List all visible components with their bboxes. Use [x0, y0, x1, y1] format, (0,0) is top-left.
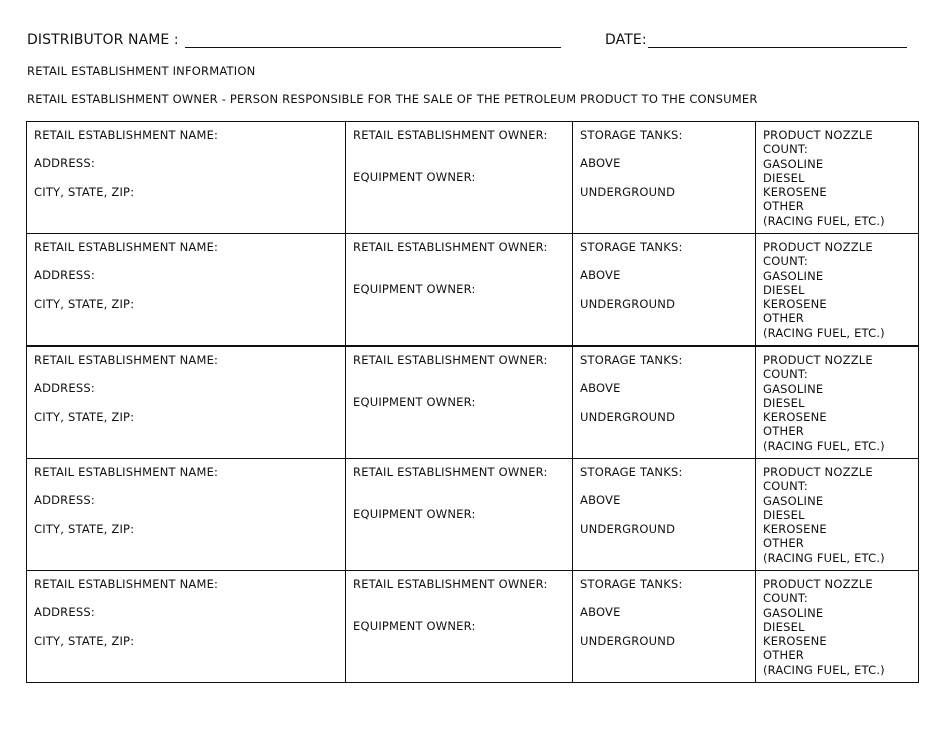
above-label: ABOVE	[580, 156, 621, 171]
count-label: COUNT:	[763, 142, 808, 157]
storage-tanks-cell[interactable]	[573, 122, 756, 234]
address-label: ADDRESS:	[34, 493, 95, 508]
above-label: ABOVE	[580, 605, 621, 620]
other-label: OTHER	[763, 311, 804, 326]
table-row	[27, 459, 919, 571]
table-row	[27, 571, 919, 683]
kerosene-label: KEROSENE	[763, 522, 827, 537]
establishment-owner-label: RETAIL ESTABLISHMENT OWNER:	[353, 128, 548, 142]
establishment-cell[interactable]	[27, 346, 346, 459]
count-label: COUNT:	[763, 479, 808, 494]
distributor-name-field[interactable]	[185, 47, 561, 48]
storage-tanks-cell[interactable]	[573, 459, 756, 571]
table-row	[27, 346, 919, 459]
gasoline-label: GASOLINE	[763, 605, 824, 620]
gasoline-label: GASOLINE	[763, 381, 824, 396]
other-label: OTHER	[763, 536, 804, 551]
equipment-owner-label: EQUIPMENT OWNER:	[353, 395, 476, 410]
owner-cell[interactable]	[346, 459, 573, 571]
nozzle-count-cell[interactable]	[756, 234, 919, 347]
establishment-cell[interactable]	[27, 571, 346, 683]
city-state-zip-label: CITY, STATE, ZIP:	[34, 521, 135, 536]
address-label: ADDRESS:	[34, 605, 95, 620]
table-row	[27, 234, 919, 347]
establishment-cell[interactable]	[27, 459, 346, 571]
diesel-label: DIESEL	[763, 170, 805, 185]
owner-note: RETAIL ESTABLISHMENT OWNER - PERSON RESPONSIBLE FOR THE SALE OF THE PETROLEUM PRODUCT TO THE CONSUMER	[27, 92, 758, 106]
diesel-label: DIESEL	[763, 619, 805, 634]
product-nozzle-label: PRODUCT NOZZLE	[763, 465, 873, 479]
address-label: ADDRESS:	[34, 381, 95, 396]
underground-label: UNDERGROUND	[580, 521, 676, 536]
underground-label: UNDERGROUND	[580, 296, 676, 311]
diesel-label: DIESEL	[763, 282, 805, 297]
establishment-name-label: RETAIL ESTABLISHMENT NAME:	[34, 465, 219, 479]
gasoline-label: GASOLINE	[763, 493, 824, 508]
storage-tanks-label: STORAGE TANKS:	[580, 128, 683, 142]
count-label: COUNT:	[763, 254, 808, 269]
other-label: OTHER	[763, 424, 804, 439]
racing-fuel-label: (RACING FUEL, ETC.)	[763, 438, 885, 453]
establishment-cell[interactable]	[27, 122, 346, 234]
establishment-owner-label: RETAIL ESTABLISHMENT OWNER:	[353, 353, 548, 367]
storage-tanks-cell[interactable]	[573, 234, 756, 347]
above-label: ABOVE	[580, 268, 621, 283]
establishment-owner-label: RETAIL ESTABLISHMENT OWNER:	[353, 577, 548, 591]
product-nozzle-label: PRODUCT NOZZLE	[763, 240, 873, 254]
racing-fuel-label: (RACING FUEL, ETC.)	[763, 662, 885, 677]
count-label: COUNT:	[763, 591, 808, 606]
storage-tanks-cell[interactable]	[573, 346, 756, 459]
gasoline-label: GASOLINE	[763, 268, 824, 283]
nozzle-count-cell[interactable]	[756, 122, 919, 234]
equipment-owner-label: EQUIPMENT OWNER:	[353, 619, 476, 634]
section-title: RETAIL ESTABLISHMENT INFORMATION	[27, 64, 256, 78]
address-label: ADDRESS:	[34, 268, 95, 283]
city-state-zip-label: CITY, STATE, ZIP:	[34, 184, 135, 199]
establishment-name-label: RETAIL ESTABLISHMENT NAME:	[34, 240, 219, 254]
kerosene-label: KEROSENE	[763, 185, 827, 200]
distributor-name-label: DISTRIBUTOR NAME :	[27, 32, 179, 48]
date-label: DATE:	[605, 32, 647, 48]
count-label: COUNT:	[763, 367, 808, 382]
diesel-label: DIESEL	[763, 507, 805, 522]
establishment-owner-label: RETAIL ESTABLISHMENT OWNER:	[353, 240, 548, 254]
nozzle-count-cell[interactable]	[756, 571, 919, 683]
date-field[interactable]	[648, 47, 907, 48]
kerosene-label: KEROSENE	[763, 410, 827, 425]
equipment-owner-label: EQUIPMENT OWNER:	[353, 170, 476, 185]
city-state-zip-label: CITY, STATE, ZIP:	[34, 409, 135, 424]
above-label: ABOVE	[580, 381, 621, 396]
equipment-owner-label: EQUIPMENT OWNER:	[353, 507, 476, 522]
underground-label: UNDERGROUND	[580, 409, 676, 424]
other-label: OTHER	[763, 199, 804, 214]
kerosene-label: KEROSENE	[763, 297, 827, 312]
city-state-zip-label: CITY, STATE, ZIP:	[34, 633, 135, 648]
establishment-name-label: RETAIL ESTABLISHMENT NAME:	[34, 577, 219, 591]
storage-tanks-label: STORAGE TANKS:	[580, 240, 683, 254]
underground-label: UNDERGROUND	[580, 633, 676, 648]
owner-cell[interactable]	[346, 122, 573, 234]
establishment-cell[interactable]	[27, 234, 346, 347]
table-row	[27, 122, 919, 234]
storage-tanks-cell[interactable]	[573, 571, 756, 683]
underground-label: UNDERGROUND	[580, 184, 676, 199]
storage-tanks-label: STORAGE TANKS:	[580, 465, 683, 479]
equipment-owner-label: EQUIPMENT OWNER:	[353, 282, 476, 297]
racing-fuel-label: (RACING FUEL, ETC.)	[763, 213, 885, 228]
product-nozzle-label: PRODUCT NOZZLE	[763, 577, 873, 591]
gasoline-label: GASOLINE	[763, 156, 824, 171]
establishment-name-label: RETAIL ESTABLISHMENT NAME:	[34, 353, 219, 367]
diesel-label: DIESEL	[763, 395, 805, 410]
owner-cell[interactable]	[346, 234, 573, 347]
address-label: ADDRESS:	[34, 156, 95, 171]
racing-fuel-label: (RACING FUEL, ETC.)	[763, 325, 885, 340]
owner-cell[interactable]	[346, 346, 573, 459]
establishment-owner-label: RETAIL ESTABLISHMENT OWNER:	[353, 465, 548, 479]
nozzle-count-cell[interactable]	[756, 346, 919, 459]
city-state-zip-label: CITY, STATE, ZIP:	[34, 296, 135, 311]
product-nozzle-label: PRODUCT NOZZLE	[763, 353, 873, 367]
kerosene-label: KEROSENE	[763, 634, 827, 649]
establishment-name-label: RETAIL ESTABLISHMENT NAME:	[34, 128, 219, 142]
racing-fuel-label: (RACING FUEL, ETC.)	[763, 550, 885, 565]
storage-tanks-label: STORAGE TANKS:	[580, 577, 683, 591]
other-label: OTHER	[763, 648, 804, 663]
above-label: ABOVE	[580, 493, 621, 508]
nozzle-count-cell[interactable]	[756, 459, 919, 571]
retail-establishment-table	[26, 121, 919, 683]
product-nozzle-label: PRODUCT NOZZLE	[763, 128, 873, 142]
owner-cell[interactable]	[346, 571, 573, 683]
storage-tanks-label: STORAGE TANKS:	[580, 353, 683, 367]
